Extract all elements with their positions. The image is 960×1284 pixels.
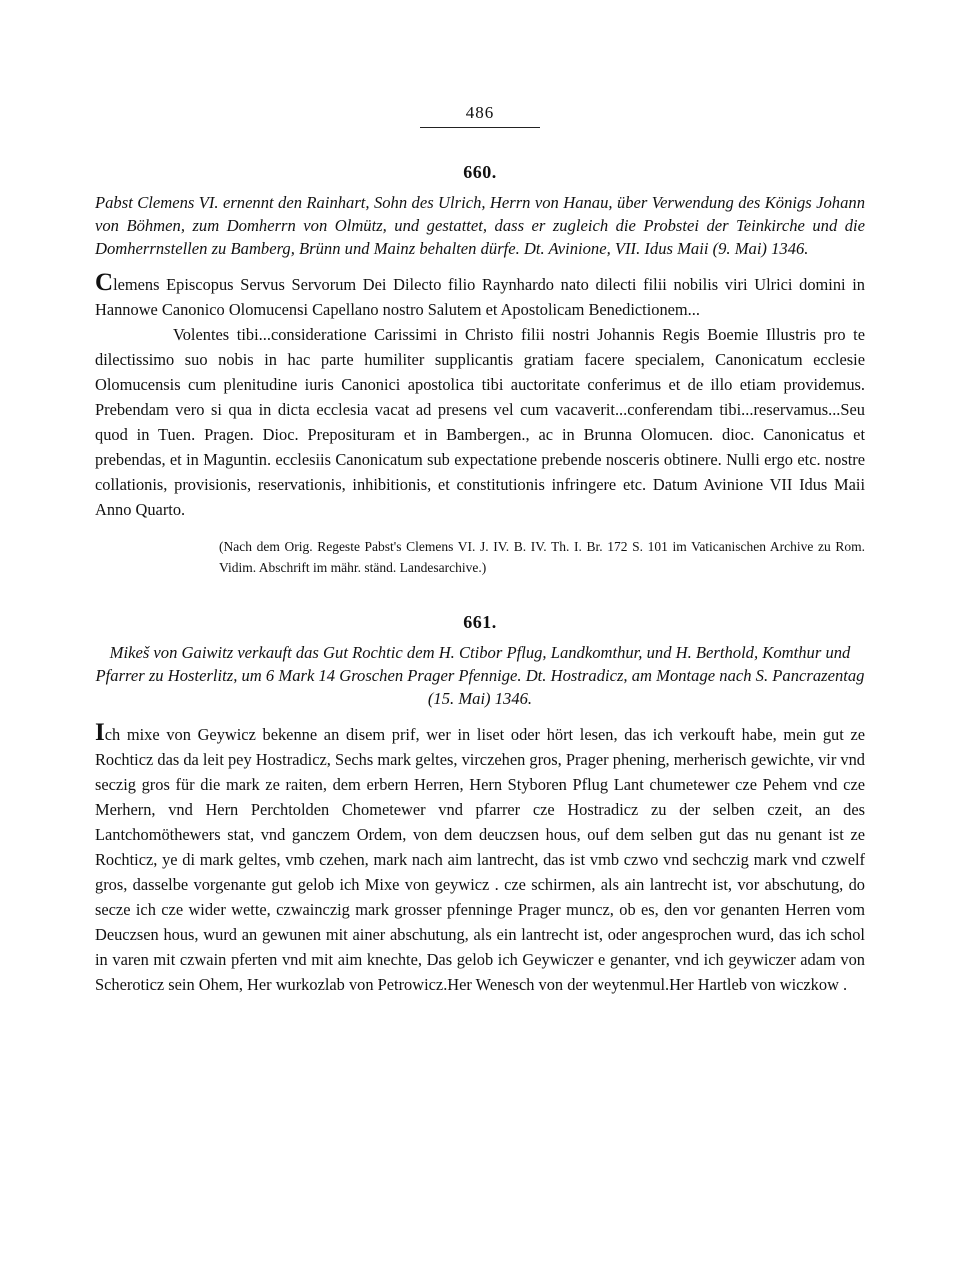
document-number: 660.	[463, 162, 497, 182]
source-note: (Nach dem Orig. Regeste Pabst's Clemens VI. J. IV. B. IV. Th. I. Br. 172 S. 101 im Vaticanischen Archive zu Rom. Vidim. Abschrift im mähr. ständ. Landesarchive.)	[219, 539, 865, 575]
document-body	[95, 719, 865, 997]
body-text: lemens Episcopus Servus Servorum Dei Dilecto filio Raynhardo nato dilecti filii nobilis viri Ulrici domini in Hannowe Canonico Olomucensi Capellano nostro Salutem et Apostolicam Benedictionem...	[95, 275, 865, 319]
body-paragraph: Volentes tibi...consideratione Carissimi in Christo filii nostri Johannis Regis Boemie Illustris pro te dilectissimo suo nobis in hac parte humiliter supplicantis gratiam facere specialem, Canonicatum ecclesie Olomucensis cum plenitudine iuris Canonici apostolica tibi auctoritate conferimus et de illo etiam providemus. Prebendam vero si qua in dicta ecclesia vacat ad presens vel cum vacaverit...conferendam tibi...reservamus...Seu quod in Tuen. Pragen. Dioc. Preposituram et in Bambergen., ac in Brunna Olomucen. dioc. Canonicatus et prebendas, et in Maguntin. ecclesiis Canonicatum sub expectatione prebende nosceris obtinere. Nulli ergo etc. nostre collationis, provisionis, reservationis, inhibitionis, et constitutionis infringere etc. Datum Avinione VII Idus Maii Anno Quarto.	[95, 325, 865, 519]
document-body	[95, 269, 865, 522]
section-gap	[95, 578, 865, 612]
page-number-rule	[420, 127, 540, 128]
document-page	[95, 95, 865, 997]
initial-letter: I	[95, 719, 105, 746]
body-paragraph	[95, 269, 865, 322]
document-summary: Pabst Clemens VI. ernennt den Rainhart, Sohn des Ulrich, Herrn von Hanau, über Verwendung des Königs Johann von Böhmen, zum Domherrn von Olmütz, und gestattet, dass er zugleich die Probstei der Teinkirche und die Domherrnstellen zu Bamberg, Brünn und Mainz behalten dürfe. Dt. Avinione, VII. Idus Maii (9. Mai) 1346.	[95, 193, 865, 258]
document-661	[95, 612, 865, 997]
document-summary: Mikeš von Gaiwitz verkauft das Gut Rochtic dem H. Ctibor Pflug, Landkomthur, und H. Berthold, Komthur und Pfarrer zu Hosterlitz, um 6 Mark 14 Groschen Prager Pfennige. Dt. Hostradicz, am Montage nach S. Pancrazentag (15. Mai) 1346.	[95, 643, 865, 708]
body-paragraph	[95, 719, 865, 997]
initial-letter: C	[95, 269, 114, 296]
body-text: ch mixe von Geywicz bekenne an disem prif, wer in liset oder hört lesen, das ich verkouft habe, mein gut ze Rochticz das da leit pey Hostradicz, Sechs mark geltes, virczehen gros, Prager phening, merherisch gewichte, vir vnd seczig gros für die mark ze raiten, dem erbern Herren, Hern Styboren Pflug Lant chumetewer cze Pehem vnd cze Merhern, vnd Hern Perchtolden Chometewer vnd pfarrer cze Hostradicz zu der selben czeit, an des Lantchomöthewers stat, vnd ganczem Ordem, von dem deuczsen hous, ouf dem selben gut das nu genant ist ze Rochticz, ye di mark geltes, vmb czehen, mark nach aim lantrecht, das ist vmb czwo vnd sechczig mark vnd czwelf gros, dasselbe vorgenante gut gelob ich Mixe von geywicz . cze schirmen, als ain lantrecht ist, vor abschutung, do secze ich cze wider wette, czwainczig mark grosser pfenninge Prager muncz, ob es, den vor genanten Herren vom Deuczsen hous, wurd an gewunen mit ainer abschutung, als ein lantrecht ist, oder angesprochen wurd, das ich schol in varen mit czwain pferten vnd mit aim knechte, Das gelob ich Geywiczer e genanter, vnd ich geywiczer adam von Scheroticz sein Ohem, Her wurkozlab von Petrowicz.Her Wenesch von der weytenmul.Her Hartleb von wiczkow .	[95, 725, 865, 994]
page-number: 486	[465, 103, 495, 122]
document-number: 661.	[463, 612, 497, 632]
document-660	[95, 162, 865, 578]
